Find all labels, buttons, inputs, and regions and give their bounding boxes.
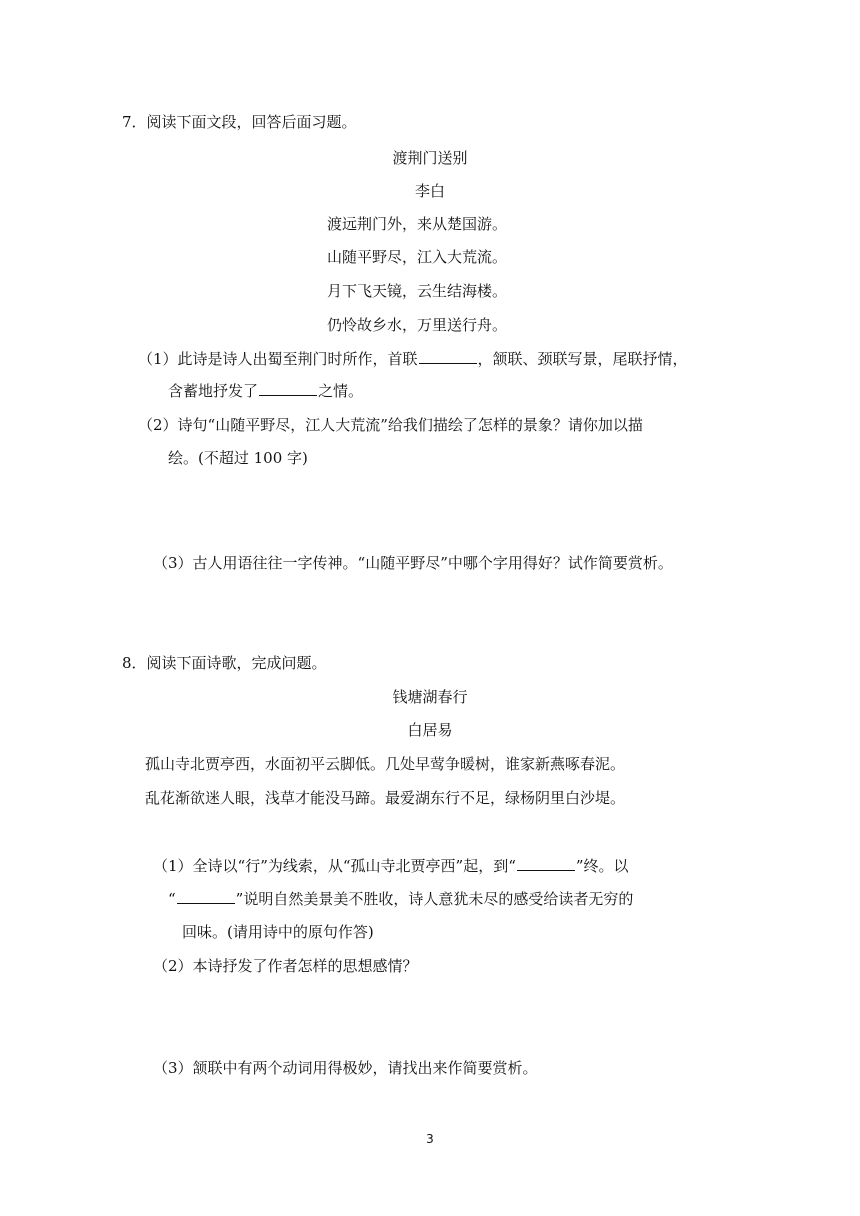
question-8-sub1-line1 (153, 856, 629, 876)
poem-7-line-2: 山随平野尽，江入大荒流。 (327, 248, 508, 266)
question-8-sub1-text-a: （1）全诗以“行”为线索，从“孤山寺北贾亭西”起，到“ (153, 857, 516, 875)
question-7-sub1-text-d: 之情。 (318, 382, 364, 400)
question-8-sub1-text-b: ”终。以 (575, 857, 629, 875)
question-8-sub1-line2 (168, 889, 633, 909)
question-7-sub3: （3）古人用语往往一字传神。“山随平野尽”中哪个字用得好？试作简要赏析。 (153, 554, 673, 572)
answer-blank[interactable] (419, 349, 477, 364)
question-7-sub2-line1: （2）诗句“山随平野尽，江人大荒流”给我们描绘了怎样的景象？请你加以描 (138, 416, 643, 434)
question-7-sub1-text-c: 含蓄地抒发了 (168, 382, 259, 400)
poem-8-author: 白居易 (407, 721, 453, 739)
question-8-sub1-text-d: ”说明自然美景美不胜收，诗人意犹未尽的感受给读者无穷的 (235, 890, 634, 908)
answer-blank[interactable] (177, 889, 235, 904)
question-7-sub1-line2 (168, 381, 363, 401)
question-8-intro: 8．阅读下面诗歌，完成问题。 (122, 654, 327, 672)
poem-8-line-1: 孤山寺北贾亭西，水面初平云脚低。几处早莺争暖树，谁家新燕啄春泥。 (145, 755, 626, 773)
poem-7-title: 渡荆门送别 (392, 149, 468, 167)
question-8-sub1-text-c: “ (168, 890, 176, 908)
answer-blank[interactable] (259, 381, 317, 396)
poem-7-author: 李白 (414, 182, 445, 200)
question-7-sub1-text-b: ，颔联、颈联写景，尾联抒情， (477, 350, 688, 368)
question-8-sub2: （2）本诗抒发了作者怎样的思想感情？ (153, 957, 418, 975)
page-number: 3 (426, 1132, 434, 1146)
question-7-intro: 7．阅读下面文段，回答后面习题。 (122, 113, 357, 131)
question-7-sub2-line2: 绘。(不超过 100 字) (168, 449, 308, 467)
poem-8-line-2: 乱花渐欲迷人眼，浅草才能没马蹄。最爱湖东行不足，绿杨阴里白沙堤。 (145, 789, 626, 807)
question-8-sub3: （3）颔联中有两个动词用得极妙，请找出来作简要赏析。 (153, 1059, 538, 1077)
question-8-sub1-line3: 回味。(请用诗中的原句作答) (182, 923, 374, 941)
poem-7-line-1: 渡远荆门外，来从楚国游。 (327, 215, 508, 233)
poem-8-title: 钱塘湖春行 (392, 688, 468, 706)
question-7-sub1-text-a: （1）此诗是诗人出蜀至荆门时所作，首联 (138, 350, 418, 368)
poem-7-line-3: 月下飞天镜，云生结海楼。 (327, 282, 508, 300)
poem-7-line-4: 仍怜故乡水，万里送行舟。 (327, 316, 508, 334)
question-7-sub1-line1 (138, 349, 688, 369)
answer-blank[interactable] (517, 856, 575, 871)
